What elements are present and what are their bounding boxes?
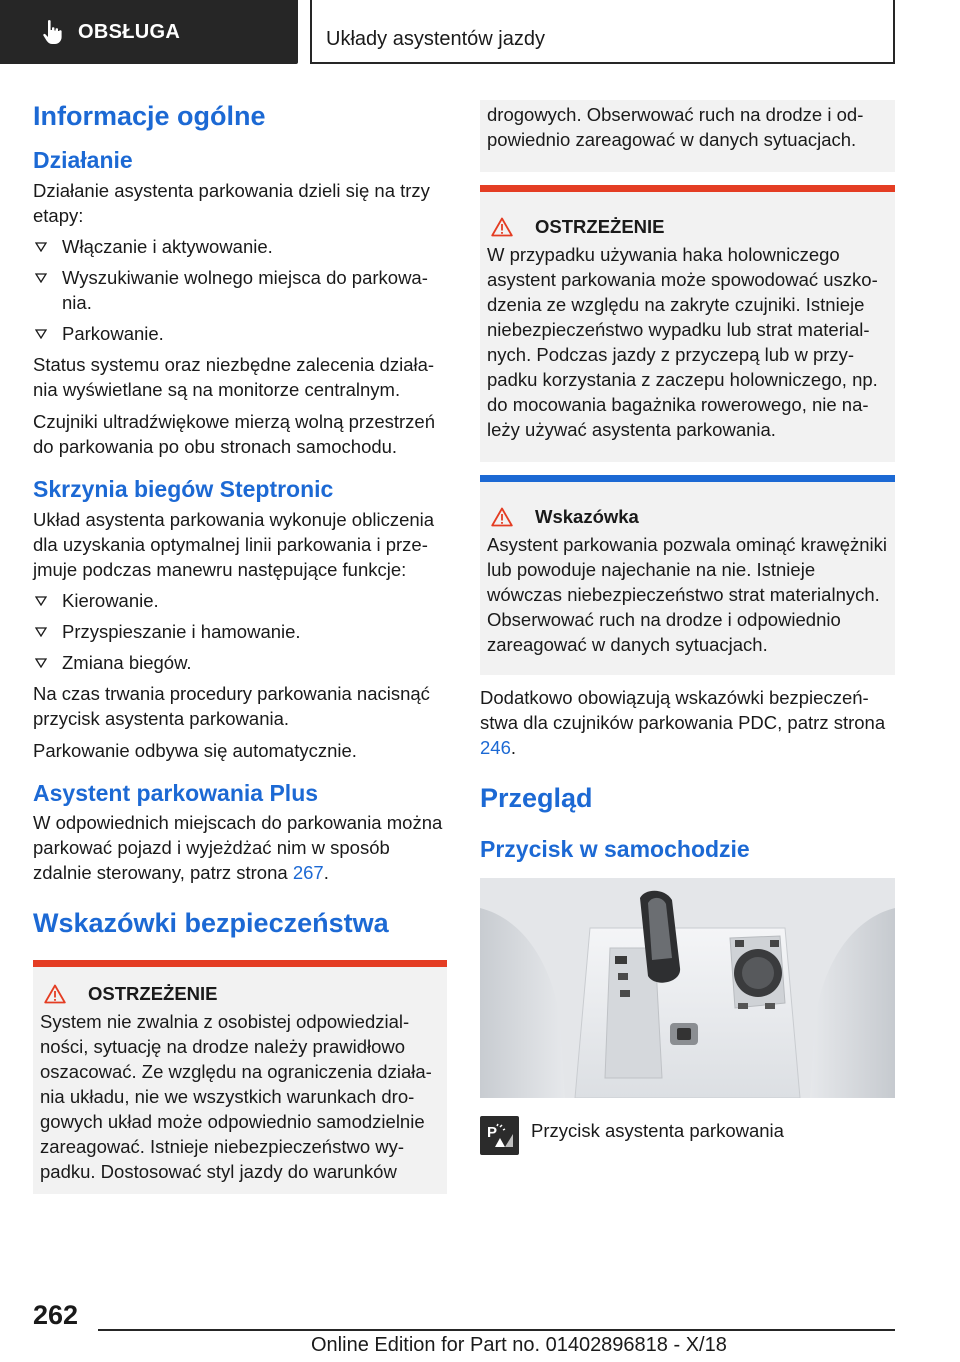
warning-box-2 bbox=[480, 185, 895, 462]
functions-list bbox=[33, 588, 447, 675]
additional-text: Dodatkowo obowiązują wskazówki bezpieczeństwa dla czujników parkowania PDC, patrz strona bbox=[480, 687, 886, 733]
warning-triangle-icon bbox=[491, 507, 513, 527]
list-item bbox=[33, 619, 447, 644]
list-item bbox=[33, 265, 447, 315]
warning-text-continued: drogowych. Obserwować ruch na drodze i odpowiednio zareagować w danych sytuacjach. bbox=[487, 104, 864, 150]
heading-gearbox: Skrzynia biegów Steptronic bbox=[33, 475, 334, 502]
note-bar bbox=[480, 475, 895, 482]
gearbox-paragraph: Układ asystenta parkowania wykonuje obliczenia dla uzyskania optymalnej linii parkowania i przejmuje podczas manewru następujące funkcje: bbox=[33, 508, 435, 580]
page-link-246[interactable]: 246 bbox=[480, 737, 511, 758]
status-paragraph: Status systemu oraz niezbędne zalecenia działania wyświetlane są na monitorze centralnym. bbox=[33, 353, 435, 400]
list-item-text: Włączanie i aktywowanie. bbox=[62, 235, 273, 257]
svg-text:P: P bbox=[486, 1124, 497, 1142]
note-header bbox=[487, 506, 888, 528]
plus-text: W odpowiednich miejscach do parkowania można parkować pojazd i wyjeżdżać nim w sposób zdalnie sterowany, patrz strona bbox=[33, 812, 443, 884]
list-item bbox=[33, 321, 447, 346]
list-item-text: Zmiana biegów. bbox=[62, 651, 192, 673]
legend-row bbox=[480, 1116, 895, 1155]
right-column bbox=[480, 100, 895, 1155]
note-title: Wskazówka bbox=[535, 506, 639, 527]
list-item-text: Wyszukiwanie wolnego miejsca do parkowania. bbox=[62, 266, 428, 313]
chapter-title bbox=[310, 0, 895, 64]
function-intro: Działanie asystenta parkowania dzieli się na trzy etapy: bbox=[33, 179, 430, 226]
sensors-paragraph: Czujniki ultradźwiękowe mierzą wolną przestrzeń do parkowania po obu stronach samochodu. bbox=[33, 410, 436, 457]
triangle-bullet-icon bbox=[35, 242, 47, 252]
triangle-bullet-icon bbox=[35, 273, 47, 283]
warning-text: System nie zwalnia z osobistej odpowiedzialności, sytuację na drodze należy prawidłowo oszacować. Ze względu na ograniczenia działania układu, nie we wszystkich warunkach drogowych układ może odpowiednio samodzielnie zareagować. Istnieje niebezpieczeństwo wypadku. Dostosować styl jazdy do warunków bbox=[40, 1010, 432, 1182]
section-label: OBSŁUGA bbox=[78, 20, 181, 43]
triangle-bullet-icon bbox=[35, 596, 47, 606]
hand-pointer-icon bbox=[42, 19, 64, 45]
triangle-bullet-icon bbox=[35, 329, 47, 339]
list-item-text: Parkowanie. bbox=[62, 322, 164, 344]
warning-triangle-icon bbox=[44, 984, 66, 1004]
footer-edition: Online Edition for Part no. 01402896818 - X/18 bbox=[311, 1334, 727, 1356]
list-item bbox=[33, 650, 447, 675]
heading-function: Działanie bbox=[33, 147, 133, 174]
left-column bbox=[33, 100, 447, 1194]
warning-title: OSTRZEŻENIE bbox=[535, 216, 665, 237]
stages-list bbox=[33, 234, 447, 346]
additional-paragraph bbox=[480, 685, 895, 760]
triangle-bullet-icon bbox=[35, 658, 47, 668]
plus-paragraph bbox=[33, 810, 447, 885]
heading-safety: Wskazówki bezpieczeństwa bbox=[33, 908, 389, 939]
heading-button: Przycisk w samochodzie bbox=[480, 836, 750, 863]
plus-end: . bbox=[323, 862, 329, 884]
heading-general-info: Informacje ogólne bbox=[33, 101, 266, 131]
warning-header bbox=[487, 216, 888, 238]
list-item bbox=[33, 588, 447, 613]
warning-box-1-continued bbox=[480, 100, 895, 172]
park-assist-icon bbox=[480, 1116, 519, 1155]
auto-paragraph: Parkowanie odbywa się automatycznie. bbox=[33, 739, 357, 761]
warning-triangle-icon bbox=[491, 217, 513, 237]
page-link-267[interactable]: 267 bbox=[292, 862, 324, 884]
page-number: 262 bbox=[33, 1300, 79, 1330]
note-box bbox=[480, 475, 895, 675]
press-paragraph: Na czas trwania procedury parkowania nacisnąć przycisk asystenta parkowania. bbox=[33, 682, 430, 729]
list-item-text: Kierowanie. bbox=[62, 589, 159, 611]
warning-header bbox=[40, 983, 440, 1005]
note-text: Asystent parkowania pozwala ominąć krawężniki lub powoduje najechanie na nie. Istnieje wówczas niebezpieczeństwo strat materialnych. Obserwować ruch na drodze i odpowiednio zareagować w danych sytuacjach. bbox=[487, 534, 887, 655]
heading-overview: Przegląd bbox=[480, 783, 593, 813]
footer-divider bbox=[98, 1329, 895, 1331]
additional-end: . bbox=[510, 737, 517, 758]
chapter-title-text: Układy asystentów jazdy bbox=[326, 28, 545, 50]
warning-title: OSTRZEŻENIE bbox=[88, 982, 218, 1004]
legend-label: Przycisk asystenta parkowania bbox=[531, 1119, 784, 1141]
warning-bar bbox=[33, 960, 447, 967]
warning-bar bbox=[480, 185, 895, 192]
center-console-illustration bbox=[480, 878, 895, 1098]
warning-text: W przypadku używania haka holowniczego asystent parkowania może spowodować uszkodzenia ze względu na zakryte czujniki. Istnieje niebezpieczeństwo wypadku lub strat materialnych. Podczas jazdy z przyczepą lub w przypadku korzystania z zaczepu holowniczego, np. do mocowania bagażnika rowerowego, nie należy używać asystenta parkowania. bbox=[487, 244, 878, 440]
warning-box-1 bbox=[33, 960, 447, 1194]
heading-plus: Asystent parkowania Plus bbox=[33, 779, 319, 806]
list-item-text: Przyspieszanie i hamowanie. bbox=[62, 620, 301, 642]
console-photo bbox=[480, 878, 895, 1098]
list-item bbox=[33, 234, 447, 259]
triangle-bullet-icon bbox=[35, 627, 47, 637]
header-section-tab bbox=[0, 0, 298, 64]
